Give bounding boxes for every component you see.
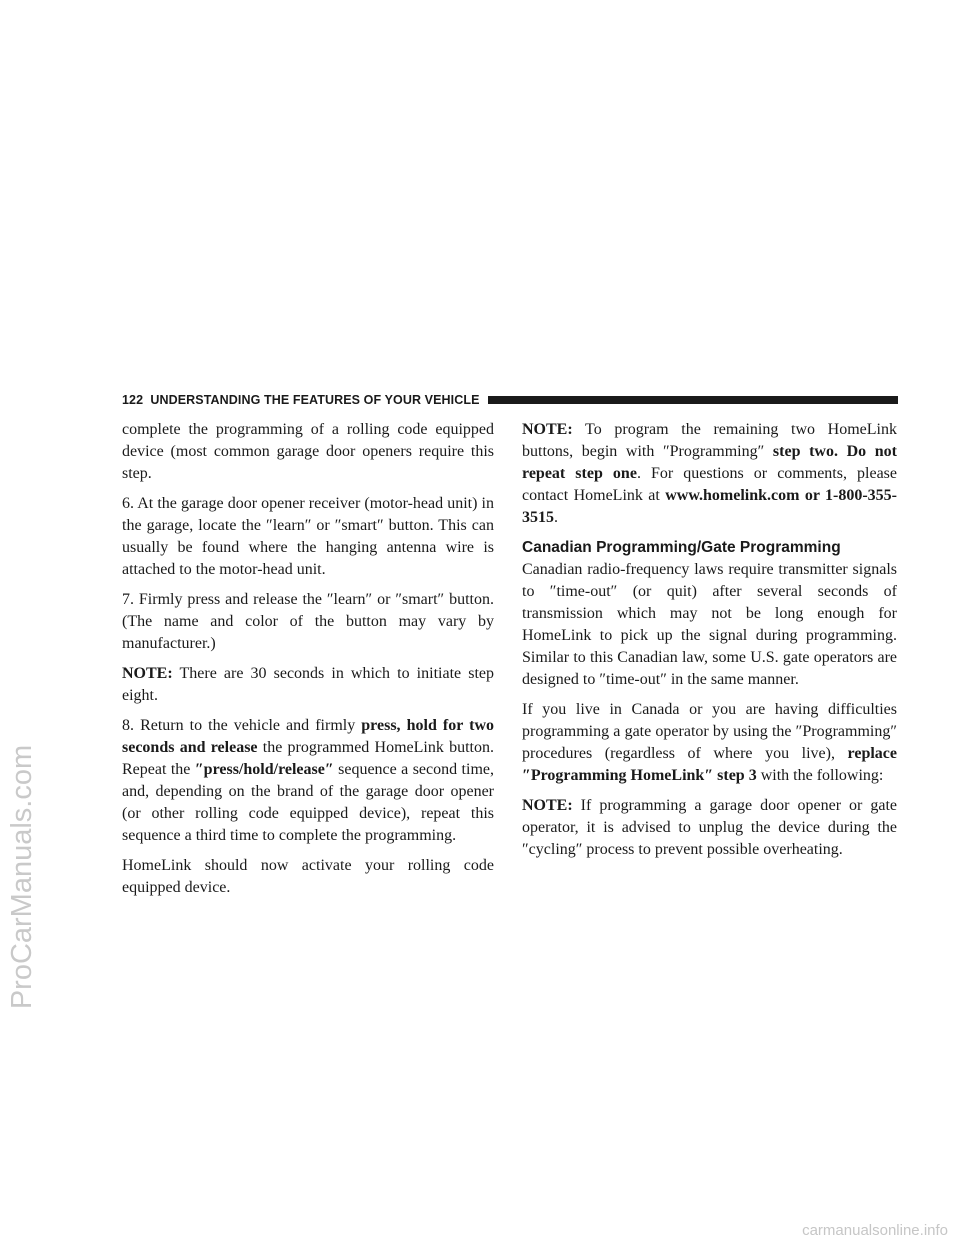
text-run: . For questions or comments, please contact HomeLink at [522,465,898,504]
step-7-paragraph: 7. Firmly press and release the ″learn″ or ″smart″ button. (The name and color of the button may vary by manufacturer.) [122,591,494,652]
right-column [522,419,897,869]
step-6-paragraph: 6. At the garage door opener receiver (motor-head unit) in the garage, locate the ″learn″ or ″smart″ button. This can usually be found where the hanging antenna wire is attached to the motor-head unit. [122,495,494,578]
text-run: sequence a second time, and, depending on the brand of the garage door opener (or other rolling code equipped device), repeat this sequence a third time to complete the programming. [122,761,494,844]
text-run: . [554,509,558,526]
header-rule [488,396,898,404]
note-paragraph [522,419,897,529]
note-text: There are 30 seconds in which to initiate step eight. [122,665,494,704]
note-paragraph [522,795,897,861]
section-heading: Canadian Programming/Gate Programming [522,539,841,556]
bold-run: step two. Do not repeat step one [522,443,898,482]
side-watermark: ProCarManuals.com [6,744,38,1010]
text-run: To program the remaining two HomeLink buttons, begin with ″Programming″ [522,421,897,460]
bold-run: replace ″Programming HomeLink″ step 3 [522,745,897,784]
page-header [122,392,898,408]
note-label: NOTE: [522,797,573,814]
contact-info: www.homelink.com or 1-800-355-3515 [522,487,898,526]
note-paragraph [122,663,494,707]
text-run: with the following: [756,767,884,784]
note-text: If programming a garage door opener or gate operator, it is advised to unplug the device during the ″cycling″ process to prevent possible overheating. [522,797,897,858]
left-column [122,419,494,907]
bold-run: press, hold for two seconds and release [122,717,495,756]
paragraph: Canadian radio-frequency laws require transmitter signals to ″time-out″ (or quit) after several seconds of transmission which may not be long enough for HomeLink to pick up the signal during programming. Similar to this Canadian law, some U.S. gate operators are designed to ″time-out″ in the same manner. [522,561,897,688]
paragraph [522,699,897,787]
step-8-paragraph [122,715,494,847]
page-number: 122 [122,393,144,407]
text-run: 8. Return to the vehicle and firmly [122,717,362,734]
bold-run: ″press/hold/release″ [194,761,334,778]
paragraph: HomeLink should now activate your rolling code equipped device. [122,857,494,896]
section-title: UNDERSTANDING THE FEATURES OF YOUR VEHICLE [150,393,480,407]
text-run: If you live in Canada or you are having difficulties programming a gate operator by using the ″Programming″ procedures (regardless of where you live), [522,701,897,762]
page-header-text [122,393,480,407]
text-run: the programmed HomeLink button. Repeat the [122,739,494,778]
note-label: NOTE: [122,665,173,682]
bottom-watermark: carmanualsonline.info [802,1222,948,1239]
paragraph: complete the programming of a rolling code equipped device (most common garage door openers require this step. [122,421,494,482]
note-label: NOTE: [522,421,573,438]
